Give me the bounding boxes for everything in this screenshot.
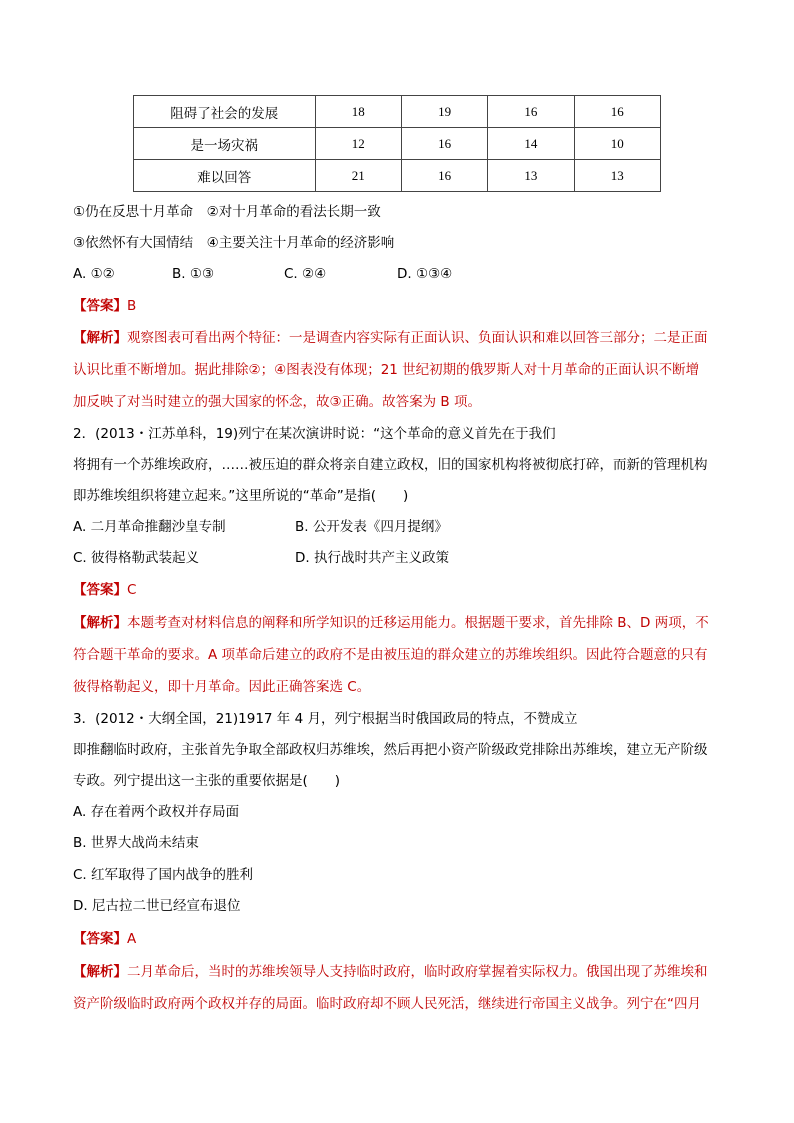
option-d: D. ①③④	[397, 266, 453, 282]
option-d: D. 执行战时共产主义政策	[295, 550, 449, 566]
q3-analysis-line	[73, 963, 708, 981]
q3-option: B. 世界大战尚未结束	[73, 835, 199, 851]
q2-options-row	[73, 518, 448, 536]
table-cell: 14	[488, 128, 574, 160]
table-cell: 18	[315, 96, 401, 128]
q1-analysis-line: 加反映了对当时建立的强大国家的怀念，故③正确。故答案为 B 项。	[73, 394, 481, 410]
table-cell: 12	[315, 128, 401, 160]
option-b: B. ①③	[172, 266, 215, 282]
table-cell: 16	[401, 160, 487, 192]
answer-value: C	[127, 582, 137, 598]
q1-statements-line: ①仍在反思十月革命 ②对十月革命的看法长期一致	[73, 204, 381, 220]
table-cell: 16	[401, 128, 487, 160]
q1-analysis-line	[73, 329, 708, 347]
analysis-text: 本题考查对材料信息的阐释和所学知识的迁移运用能力。根据题干要求，首先排除 B、D 两项，不	[127, 615, 709, 631]
option-b: B. 公开发表《四月提纲》	[295, 519, 448, 535]
table-cell: 是一场灾祸	[134, 128, 316, 160]
answer-tag: 【答案】	[73, 931, 127, 947]
q2-answer	[73, 581, 136, 599]
q3-stem-line: 3．(2012・大纲全国，21)1917 年 4 月，列宁根据当时俄国政局的特点，不赞成立	[73, 711, 578, 727]
table-cell: 21	[315, 160, 401, 192]
table-cell: 阻碍了社会的发展	[134, 96, 316, 128]
q2-analysis-line	[73, 614, 709, 632]
q3-analysis-line: 资产阶级临时政府两个政权并存的局面。临时政府却不顾人民死活，继续进行帝国主义战争。列宁在“四月	[73, 996, 701, 1012]
table-cell: 难以回答	[134, 160, 316, 192]
survey-table	[133, 95, 661, 192]
q3-option: C. 红军取得了国内战争的胜利	[73, 867, 254, 883]
q1-analysis-line: 认识比重不断增加。据此排除②；④图表没有体现；21 世纪初期的俄罗斯人对十月革命的正面认识不断增	[73, 362, 700, 378]
table-cell: 19	[401, 96, 487, 128]
q3-option: D. 尼古拉二世已经宣布退位	[73, 898, 241, 914]
q1-answer	[73, 297, 136, 315]
analysis-tag: 【解析】	[73, 615, 127, 631]
analysis-tag: 【解析】	[73, 330, 127, 346]
table-cell: 10	[574, 128, 660, 160]
answer-tag: 【答案】	[73, 582, 127, 598]
analysis-tag: 【解析】	[73, 964, 127, 980]
q2-analysis-line: 符合题干革命的要求。A 项革命后建立的政府不是由被压迫的群众建立的苏维埃组织。因此符合题意的只有	[73, 647, 708, 663]
q3-stem-line: 专政。列宁提出这一主张的重要依据是( )	[73, 773, 341, 789]
answer-value: B	[127, 298, 137, 314]
q2-stem-line: 即苏维埃组织将建立起来。”这里所说的“革命”是指( )	[73, 488, 409, 504]
answer-value: A	[127, 931, 137, 947]
q2-stem-line: 2．(2013・江苏单科，19)列宁在某次演讲时说：“这个革命的意义首先在于我们	[73, 426, 556, 442]
q3-stem-line: 即推翻临时政府，主张首先争取全部政权归苏维埃，然后再把小资产阶级政党排除出苏维埃，建立无产阶级	[73, 742, 708, 758]
q3-option: A. 存在着两个政权并存局面	[73, 804, 240, 820]
q3-answer	[73, 930, 136, 948]
q1-statements-line: ③依然怀有大国情结 ④主要关注十月革命的经济影响	[73, 235, 395, 251]
q2-stem-line: 将拥有一个苏维埃政府，……被压迫的群众将亲自建立政权，旧的国家机构将被彻底打碎，而新的管理机构	[73, 457, 708, 473]
table-cell: 13	[488, 160, 574, 192]
q2-options-row	[73, 549, 449, 567]
q1-options	[73, 265, 452, 283]
table-cell: 16	[488, 96, 574, 128]
analysis-text: 观察图表可看出两个特征：一是调查内容实际有正面认识、负面认识和难以回答三部分；二是正面	[127, 330, 708, 346]
table-cell: 16	[574, 96, 660, 128]
option-a: A. 二月革命推翻沙皇专制	[73, 519, 226, 535]
table-row	[134, 160, 661, 192]
q2-analysis-line: 彼得格勒起义，即十月革命。因此正确答案选 C。	[73, 679, 371, 695]
answer-tag: 【答案】	[73, 298, 127, 314]
analysis-text: 二月革命后，当时的苏维埃领导人支持临时政府，临时政府掌握着实际权力。俄国出现了苏维埃和	[127, 964, 708, 980]
table-row	[134, 96, 661, 128]
option-c: C. 彼得格勒武装起义	[73, 550, 200, 566]
option-a: A. ①②	[73, 266, 115, 282]
table-cell: 13	[574, 160, 660, 192]
table-row	[134, 128, 661, 160]
option-c: C. ②④	[284, 266, 327, 282]
